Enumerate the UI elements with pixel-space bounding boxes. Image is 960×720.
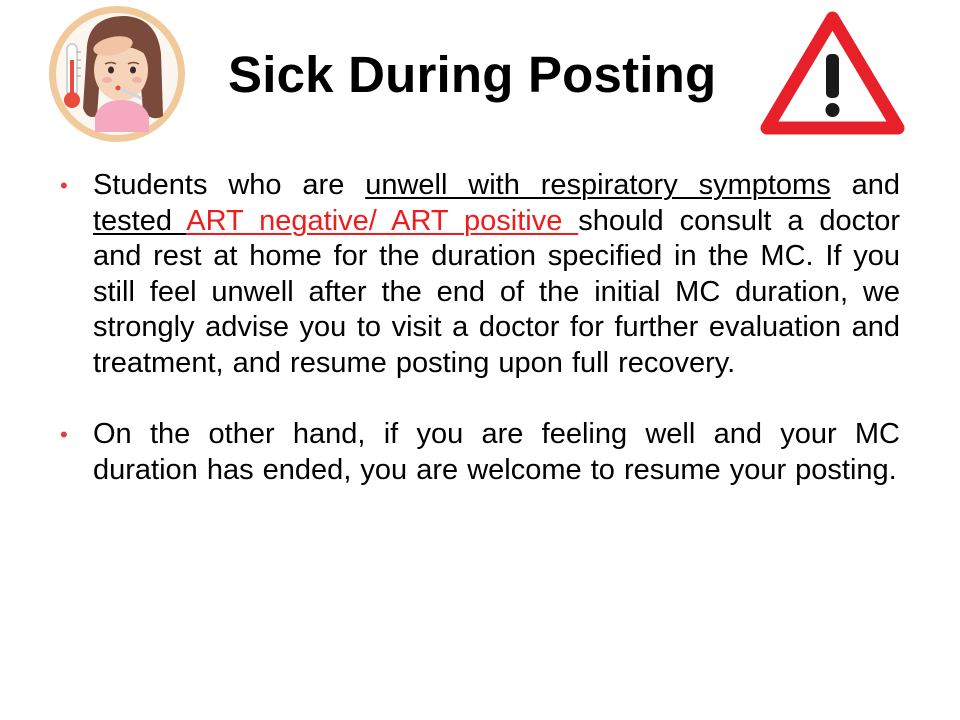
highlighted-text: ART negative/ ART positive [186, 204, 579, 237]
underlined-text: tested [93, 204, 187, 237]
text-run: Students who are [93, 169, 366, 201]
bullet-list [60, 168, 900, 488]
bullet-text: On the other hand, if you are feeling well and your MC duration has ended, you are welcome to resume your posting. [93, 418, 900, 486]
text-run: and [830, 169, 900, 201]
bullet-item-well [60, 417, 900, 488]
bullet-marker: • [60, 422, 68, 447]
text-run: should consult a doctor and rest at home for the duration specified in the MC. If you still feel unwell after the end of the initial MC duration, we strongly advise you to visit a doctor for further evaluation and treatment, and resume posting upon full recovery. [93, 204, 900, 379]
bullet-marker: • [60, 173, 68, 198]
bullet-text [93, 169, 900, 379]
underlined-text: unwell with respiratory symptoms [365, 169, 831, 201]
sick-girl-thermometer-icon [45, 4, 190, 144]
warning-triangle-icon [760, 10, 905, 136]
slide-title: Sick During Posting [228, 46, 717, 103]
bullet-item-unwell [60, 168, 900, 381]
